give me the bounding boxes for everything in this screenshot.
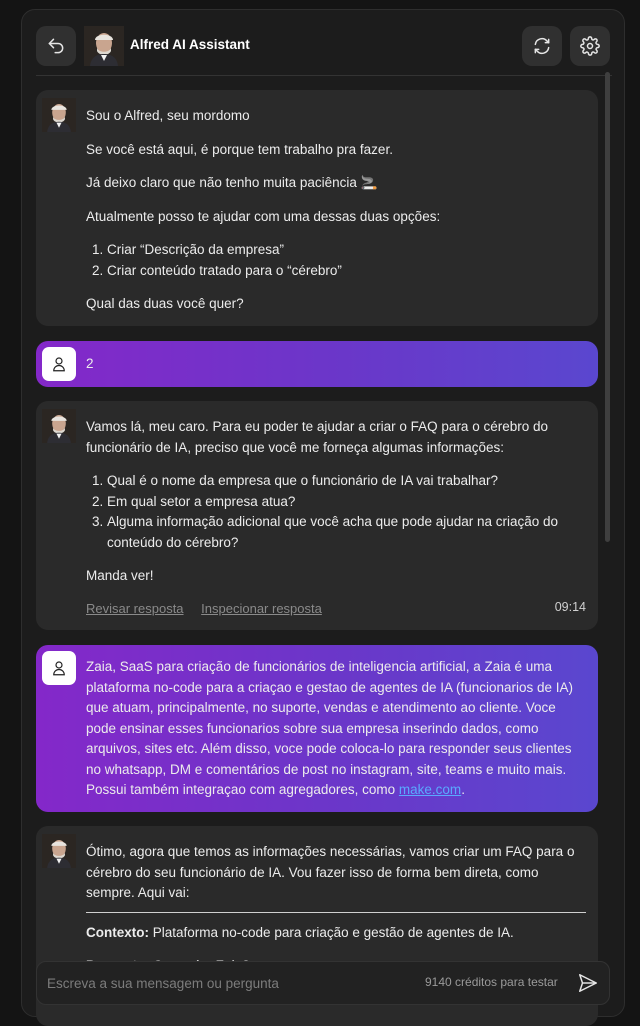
message-composer <box>36 961 610 1005</box>
page-title: Alfred AI Assistant <box>130 37 250 52</box>
message-text: Zaia, SaaS para criação de funcionários de inteligencia artificial, a Zaia é uma plataforma no-code para a criaçao e gestao de agentes de IA (funcionarios de IA) que atuam, principalmente, no suporte, vendas e atendimento ao cliente. Voce pode ensinar esses funcionarios sobre sua empresa inserindo dados, como arquivos, sites etc. Além disso, voce pode coloca-lo para responder seus clientes no whatsapp, DM e comentários de post no instagram, site, teams e muito mais. Possui também integraçao com agregadores, como <box>86 659 574 797</box>
user-avatar <box>42 651 76 685</box>
inspect-response-link[interactable]: Inspecionar resposta <box>201 601 322 616</box>
bot-message <box>36 90 598 326</box>
gear-icon <box>580 36 600 56</box>
chat-scrollbar[interactable] <box>605 72 610 542</box>
message-paragraph: Atualmente posso te ajudar com uma dessas duas opções: <box>86 208 441 224</box>
message-paragraph: Vamos lá, meu caro. Para eu poder te ajudar a criar o FAQ para o cérebro do funcionário de IA, preciso que você me forneça algumas informações: <box>86 419 548 455</box>
message-actions <box>86 601 336 616</box>
message-content <box>86 657 586 801</box>
chat-messages[interactable] <box>36 90 600 960</box>
message-content <box>86 106 586 328</box>
assistant-avatar <box>42 834 76 868</box>
send-icon <box>577 972 599 994</box>
back-button[interactable] <box>36 26 76 66</box>
review-response-link[interactable]: Revisar resposta <box>86 601 184 616</box>
message-content: 2 <box>86 356 94 371</box>
message-paragraph: Se você está aqui, é porque tem trabalho pra fazer. <box>86 141 393 157</box>
back-arrow-icon <box>46 36 66 56</box>
chat-window <box>21 9 625 1017</box>
list-item: 3. Alguma informação adicional que você acha que pode ajudar na criação do conteúdo do cérebro? <box>107 512 586 553</box>
list-item: 1. Criar “Descrição da empresa” <box>107 240 586 261</box>
message-content <box>86 417 586 600</box>
message-timestamp: 09:14 <box>554 600 586 614</box>
bot-message <box>36 401 598 630</box>
chat-header <box>36 24 612 76</box>
user-message <box>36 341 598 387</box>
credits-counter: 9140 créditos para testar <box>425 975 558 989</box>
options-list <box>86 240 586 281</box>
assistant-avatar <box>42 98 76 132</box>
divider <box>86 912 586 913</box>
user-icon <box>50 659 68 677</box>
refresh-button[interactable] <box>522 26 562 66</box>
context-text: Plataforma no-code para criação e gestão de agentes de IA. <box>149 924 514 940</box>
external-link[interactable]: make.com <box>398 782 462 797</box>
message-paragraph: Qual das duas você quer? <box>86 296 244 311</box>
message-paragraph: Ótimo, agora que temos as informações necessárias, vamos criar um FAQ para o cérebro do seu funcionário de IA. Vou fazer isso de forma bem direta, como sempre. Aqui vai: <box>86 844 575 900</box>
faq-context <box>86 923 586 944</box>
message-paragraph: Já deixo claro que não tenho muita paciência 🚬 <box>86 175 378 190</box>
send-button[interactable] <box>577 972 601 996</box>
message-input[interactable] <box>47 962 407 1004</box>
refresh-icon <box>532 36 552 56</box>
questions-list <box>86 471 586 553</box>
message-paragraph: Manda ver! <box>86 568 154 583</box>
user-avatar <box>42 347 76 381</box>
user-icon <box>50 355 68 373</box>
assistant-avatar <box>42 409 76 443</box>
message-text: . <box>461 782 465 797</box>
settings-button[interactable] <box>570 26 610 66</box>
context-label: Contexto: <box>86 924 149 940</box>
list-item: 2. Em qual setor a empresa atua? <box>107 492 586 513</box>
message-paragraph: Sou o Alfred, seu mordomo <box>86 108 250 123</box>
list-item: 2. Criar conteúdo tratado para o “cérebro” <box>107 261 586 282</box>
user-message <box>36 645 598 812</box>
list-item: 1. Qual é o nome da empresa que o funcionário de IA vai trabalhar? <box>107 471 586 492</box>
assistant-avatar <box>84 26 124 66</box>
